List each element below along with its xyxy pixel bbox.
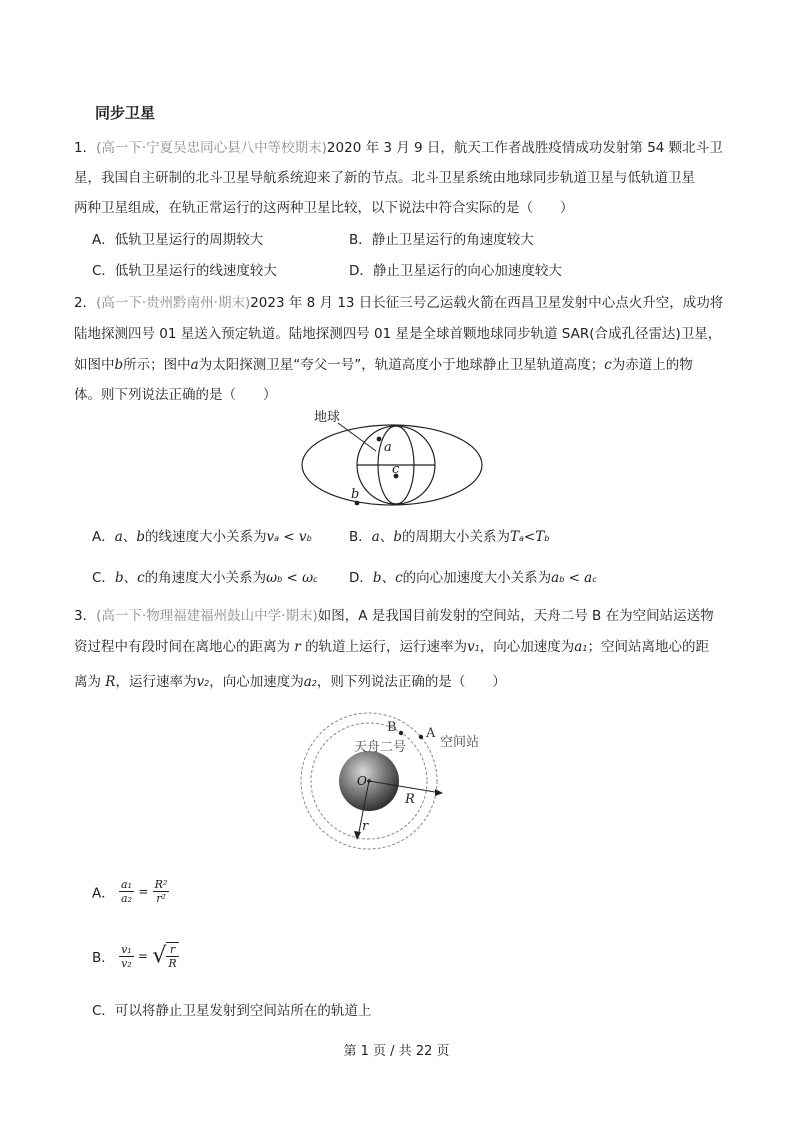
q2-line-3 <box>74 353 693 373</box>
q1-line-1 <box>74 136 723 156</box>
q3-point-A <box>419 735 423 739</box>
q3-optA-lhs: $\frac{\text{a₁}}{\text{a₂}}$ <box>121 878 133 905</box>
q3-source: (高一下·物理福建福州鼓山中学·期末) <box>96 608 318 624</box>
q2-text-3c: 为太阳探测卫星“夸父一号”，轨道高度小于地球静止卫星轨道高度； <box>198 357 605 373</box>
q2-option-d[interactable]: D．b、c的向心加速度大小关系为ab < ac <box>349 570 597 586</box>
q2-orbit-diagram <box>300 405 500 515</box>
section-title: 同步卫星 <box>95 104 156 122</box>
q3-label-O: O <box>357 774 367 788</box>
q2-label-a: a <box>384 440 392 455</box>
q3-point-B <box>399 731 403 735</box>
q1-option-a[interactable]: A．低轨卫星运行的周期较大 <box>92 232 264 248</box>
q3-optA-rhs: $\frac{\text{R²}}{\text{r²}}$ <box>154 878 168 905</box>
page-footer: 第 1 页 / 共 22 页 <box>343 1044 450 1059</box>
q3-line-3: 离为 R，运行速率为v2，向心加速度为a2，则下列说法正确的是（ ） <box>74 674 506 690</box>
q1-option-d[interactable]: D．静止卫星运行的向心加速度较大 <box>349 263 562 279</box>
q3-label-tianzhou: 天舟二号 <box>354 740 407 755</box>
q3-option-c[interactable]: C．可以将静止卫星发射到空间站所在的轨道上 <box>92 1003 372 1019</box>
q2-text-1: 2023 年 8 月 13 日长征三号乙运载火箭在西昌卫星发射中心点火升空，成功将 <box>250 295 724 311</box>
q2-text-3b: 所示；图中 <box>123 357 191 373</box>
q3-label-r: r <box>362 819 369 834</box>
q3-optB-lhs: $\frac{\text{v₁}}{\text{v₂}}$ <box>121 942 132 970</box>
q3-text-1: 如图，A 是我国目前发射的空间站，天舟二号 B 在为空间站运送物 <box>317 608 714 624</box>
q2-var-c: c <box>604 357 612 373</box>
q2-var-b: b <box>114 357 124 373</box>
q1-text-1: 2020 年 3 月 9 日，航天工作者战胜疫情成功发射第 54 颗北斗卫 <box>326 140 723 156</box>
q3-optB-rhs: $\frac{r}{R}$ <box>168 943 177 970</box>
q3-label-station: 空间站 <box>440 735 480 750</box>
q2-option-b[interactable]: B．a、b的周期大小关系为Ta<Tb <box>349 529 550 545</box>
q2-label-c: c <box>392 462 400 477</box>
q2-line-1 <box>74 291 723 311</box>
q3-label-R: R <box>405 792 415 807</box>
q2-line-2: 陆地探测四号 01 星送入预定轨道。陆地探测四号 01 星是全球首颗地球同步轨道 SAR(合成孔径雷达)卫星， <box>74 326 722 342</box>
q3-number: 3． <box>74 608 97 624</box>
q2-text-3d: 为赤道上的物 <box>611 357 693 373</box>
q1-line-3: 两种卫星组成，在轨正常运行的这两种卫星比较，以下说法中符合实际的是（ ） <box>74 200 574 216</box>
q3-line-2: 资过程中有段时间在离地心的距离为 r 的轨道上运行，运行速率为v1，向心加速度为a1；空间站离地心的距 <box>74 639 709 655</box>
q1-option-b[interactable]: B．静止卫星运行的角速度较大 <box>349 232 534 248</box>
q2-option-c[interactable]: C．b、c的角速度大小关系为ωb < ωc <box>92 570 318 586</box>
q3-line-1 <box>74 604 714 624</box>
q3-label-A: A <box>426 726 436 741</box>
q2-option-a[interactable]: A．a、b的线速度大小关系为va < vb <box>92 529 312 545</box>
q1-line-2: 星，我国自主研制的北斗卫星导航系统迎来了新的节点。北斗卫星系统由地球同步轨道卫星与低轨道卫星 <box>74 170 695 186</box>
q2-source: (高一下·贵州黔南州·期末) <box>96 295 251 311</box>
q3-label-B: B <box>387 720 397 735</box>
q3-option-b[interactable]: B． $\frac{\text{v₁}}{\text{v₂}}$ = √ $\frac{r}{R}$ <box>92 942 177 970</box>
q2-var-a: a <box>190 357 199 373</box>
q3-center-O <box>367 779 371 783</box>
q2-number: 2． <box>74 295 97 311</box>
q3-orbit-diagram <box>298 712 498 862</box>
q2-label-earth: 地球 <box>314 410 341 425</box>
q2-text-3a: 如图中 <box>74 357 115 373</box>
q3-arrow-R <box>435 789 443 796</box>
q2-label-b: b <box>351 487 360 502</box>
q3-option-a[interactable]: A． $\frac{\text{a₁}}{\text{a₂}}$ = $\frac{\text{R²}}{\text{r²}}$ <box>92 878 168 905</box>
q2-earth-pointer <box>338 423 376 451</box>
q1-number: 1． <box>74 140 97 156</box>
q1-option-c[interactable]: C．低轨卫星运行的线速度较大 <box>92 263 277 279</box>
q2-line-4: 体。则下列说法正确的是（ ） <box>74 387 277 403</box>
q2-point-a <box>377 437 382 442</box>
q1-source: (高一下·宁夏吴忠同心县八中等校期末) <box>96 140 327 156</box>
